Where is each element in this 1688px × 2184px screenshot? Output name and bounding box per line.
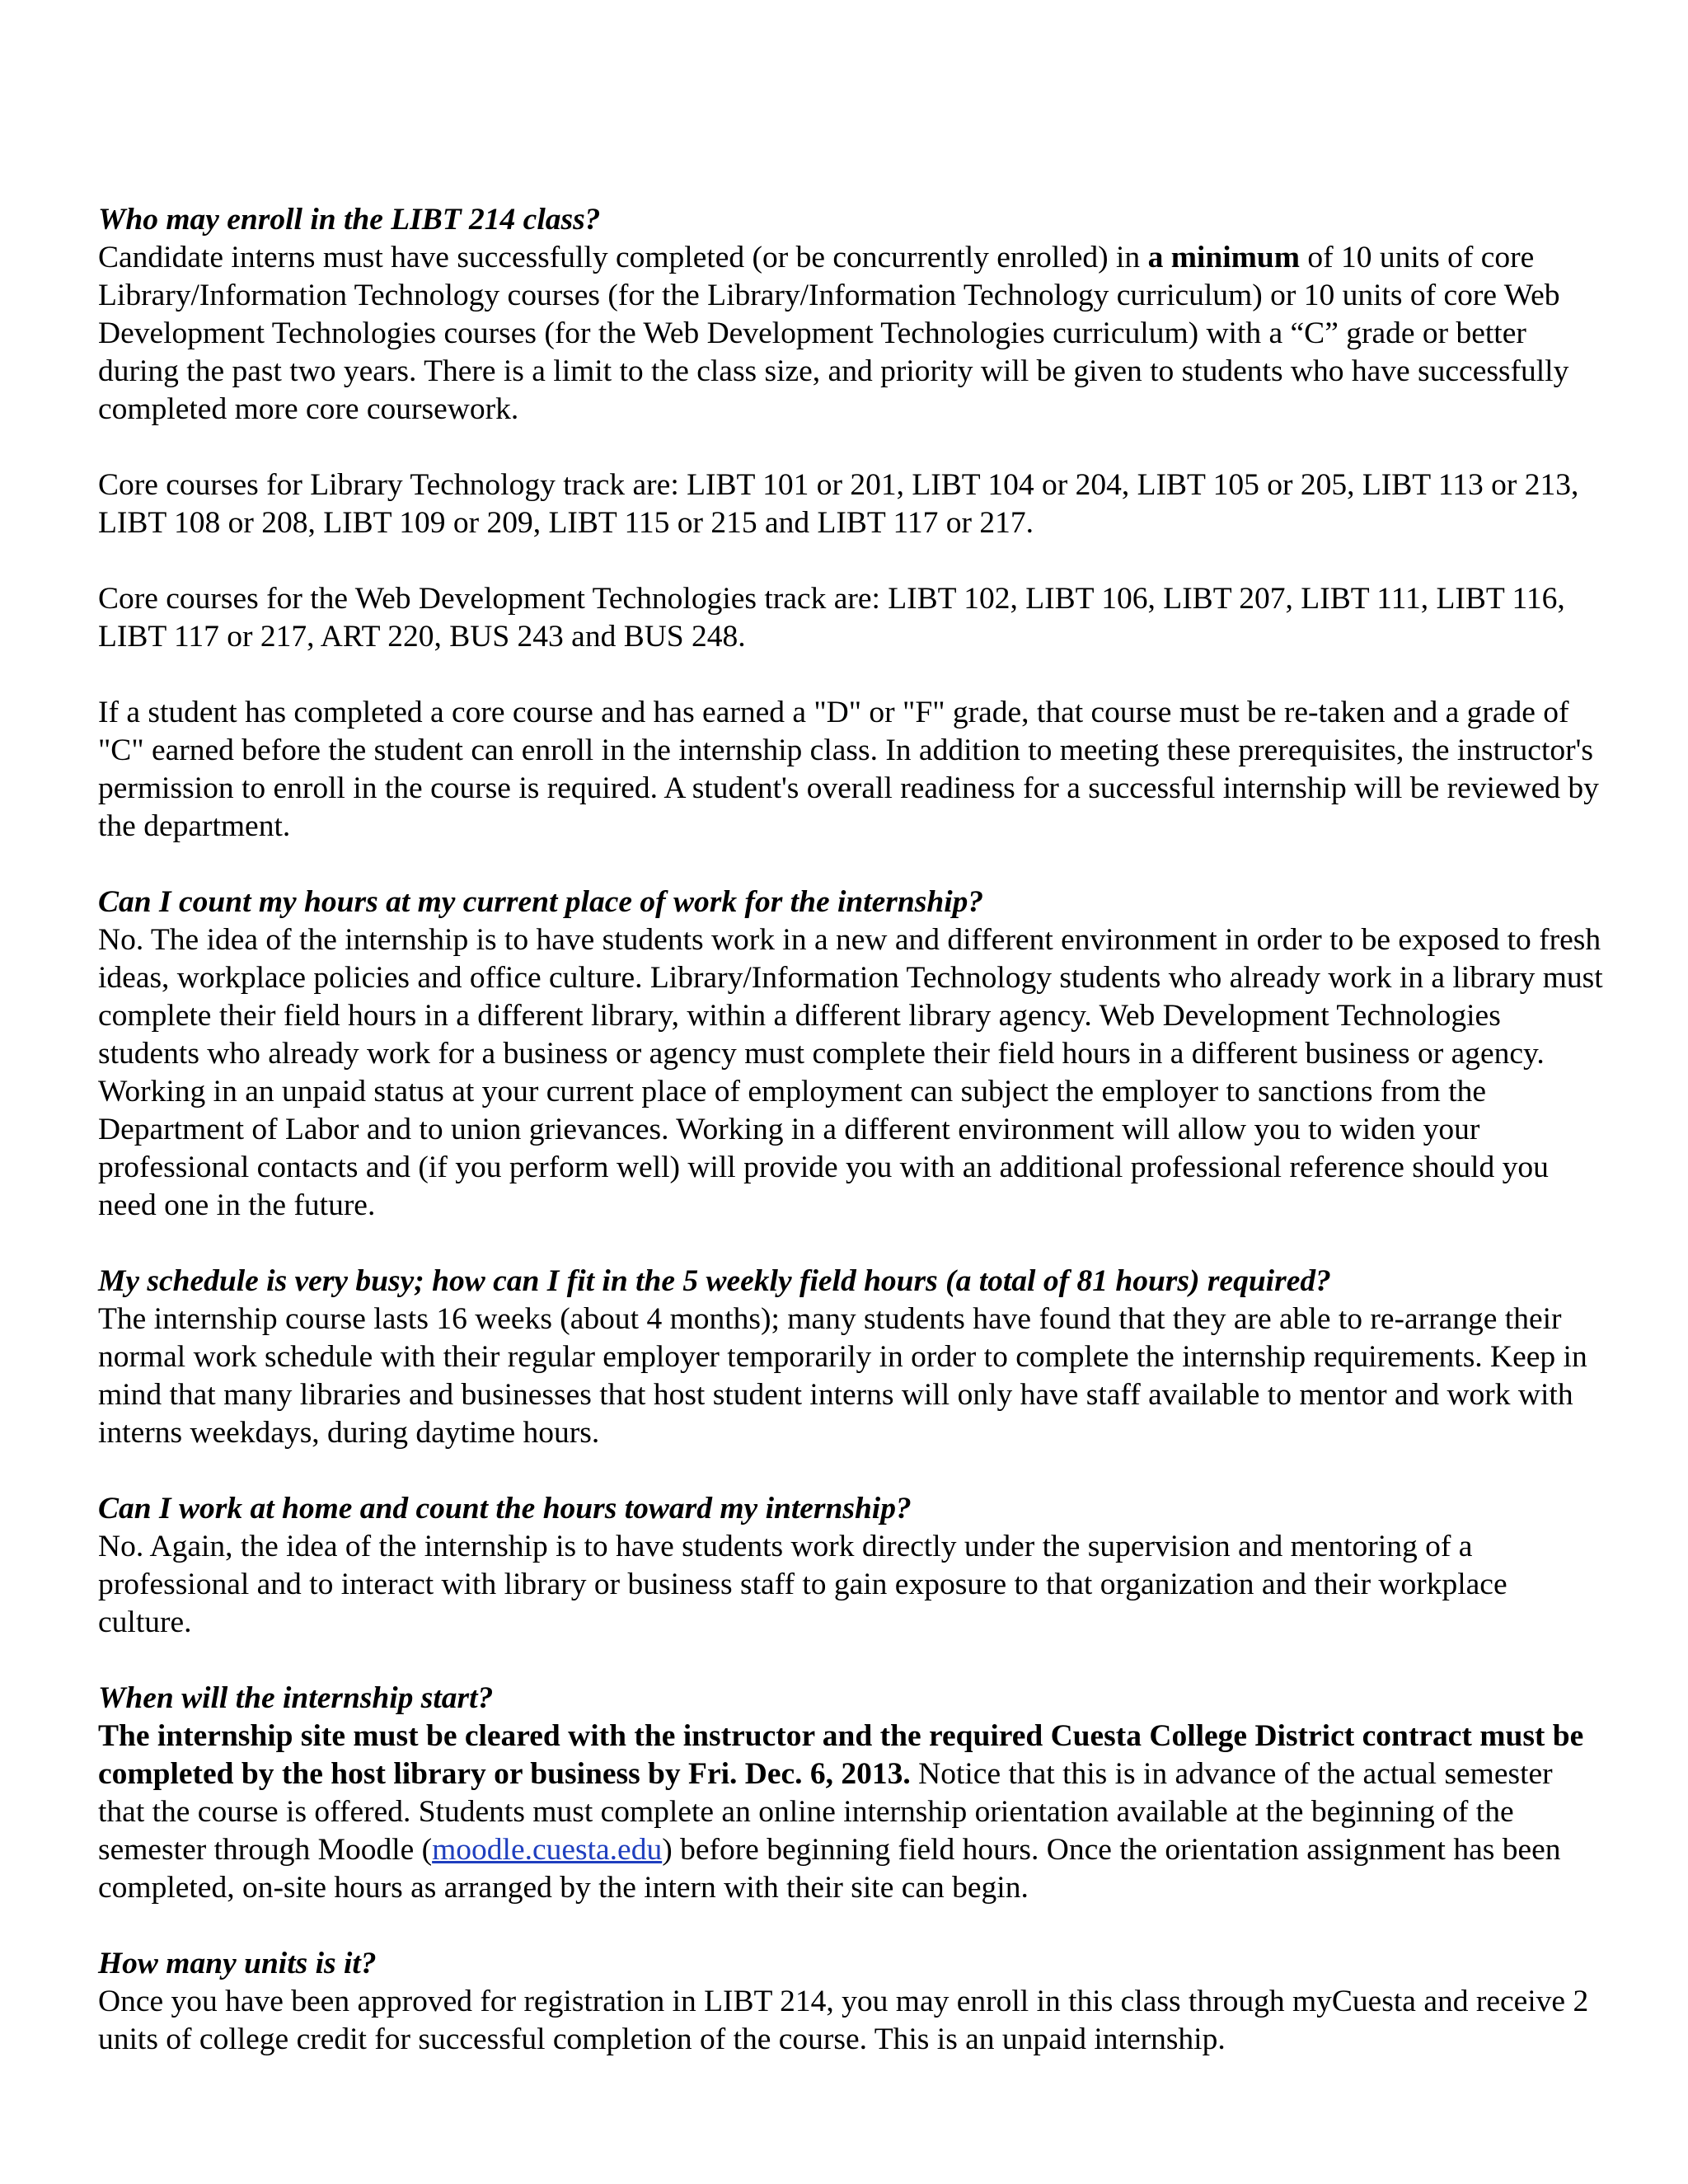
answer-paragraph: No. The idea of the internship is to have students work in a new and different environment in order to be exposed to fresh ideas, workplace policies and office culture. Library/Information Technology students who already work in a library must complete their field hours in a different library, within a different library agency. Web Development Technologies students who already work for a business or agency must complete their field hours in a different business or agency. Working in an unpaid status at your current place of employment can subject the employer to sanctions from the Department of Labor and to union grievances. Working in a different environment will allow you to widen your professional contacts and (if you perform well) will provide you with an additional professional reference should you need one in the future. <box>98 923 1603 1222</box>
deadline-text: The internship site must be cleared with the instructor and the required Cuesta College District contract must be completed by the host library or business by Fri. Dec. 6, 2013. <box>98 1719 1584 1791</box>
faq-section-units <box>98 1945 1606 2059</box>
answer-paragraph: The internship site must be cleared with the instructor and the required Cuesta College District contract must be completed by the host library or business by Fri. Dec. 6, 2013. Notice that this is in advance of the actual semester that the course is offered. Students must complete an online internship orientation available at the beginning of the semester through Moodle (moodle.cuesta.edu) before beginning field hours. Once the orientation assignment has been completed, on-site hours as arranged by the intern with their site can begin. <box>98 1719 1584 1905</box>
grade-requirement: If a student has completed a core course and has earned a "D" or "F" grade, that course must be re-taken and a grade of "C" earned before the student can enroll in the internship class. In addition to meeting these prerequisites, the instructor's permission to enroll in the course is required. A student's overall readiness for a successful internship will be reviewed by the department. <box>98 696 1599 843</box>
emphasis-text: a minimum <box>1147 241 1300 274</box>
faq-document <box>98 201 1606 2097</box>
faq-section-work-home <box>98 1490 1606 1642</box>
answer-paragraph: Candidate interns must have successfully completed (or be concurrently enrolled) in a minimum of 10 units of core Library/Information Technology courses (for the Library/Information Technology curriculum) or 10 units of core Web Development Technologies courses (for the Web Development Technologies curriculum) with a “C” grade or better during the past two years. There is a limit to the class size, and priority will be given to students who have successfully completed more core coursework. <box>98 241 1569 426</box>
question-heading: How many units is it? <box>98 1947 377 1980</box>
answer-paragraph: No. Again, the idea of the internship is to have students work directly under the supervision and mentoring of a professional and to interact with library or business staff to gain exposure to that organization and their workplace culture. <box>98 1530 1507 1639</box>
question-heading: When will the internship start? <box>98 1681 494 1715</box>
web-core-courses: Core courses for the Web Development Technologies track are: LIBT 102, LIBT 106, LIBT 207, LIBT 111, LIBT 116, LIBT 117 or 217, ART 220, BUS 243 and BUS 248. <box>98 582 1565 654</box>
faq-section-current-work <box>98 883 1606 1225</box>
question-heading: Can I count my hours at my current place of work for the internship? <box>98 885 984 919</box>
question-heading: Can I work at home and count the hours toward my internship? <box>98 1492 912 1526</box>
question-heading: My schedule is very busy; how can I fit in the 5 weekly field hours (a total of 81 hours) required? <box>98 1264 1331 1298</box>
moodle-link[interactable]: moodle.cuesta.edu <box>432 1833 663 1867</box>
faq-section-enroll <box>98 201 1606 846</box>
answer-paragraph: The internship course lasts 16 weeks (about 4 months); many students have found that they are able to re-arrange their normal work schedule with their regular employer temporarily in order to complete the internship requirements. Keep in mind that many libraries and businesses that host student interns will only have staff available to mentor and work with interns weekdays, during daytime hours. <box>98 1302 1587 1450</box>
question-heading: Who may enroll in the LIBT 214 class? <box>98 203 601 237</box>
answer-paragraph: Once you have been approved for registration in LIBT 214, you may enroll in this class through myCuesta and receive 2 units of college credit for successful completion of the course. This is an unpaid internship. <box>98 1985 1589 2056</box>
faq-section-schedule <box>98 1263 1606 1452</box>
library-core-courses: Core courses for Library Technology track are: LIBT 101 or 201, LIBT 104 or 204, LIBT 105 or 205, LIBT 113 or 213, LIBT 108 or 208, LIBT 109 or 209, LIBT 115 or 215 and LIBT 117 or 217. <box>98 468 1579 540</box>
faq-section-start <box>98 1680 1606 1907</box>
